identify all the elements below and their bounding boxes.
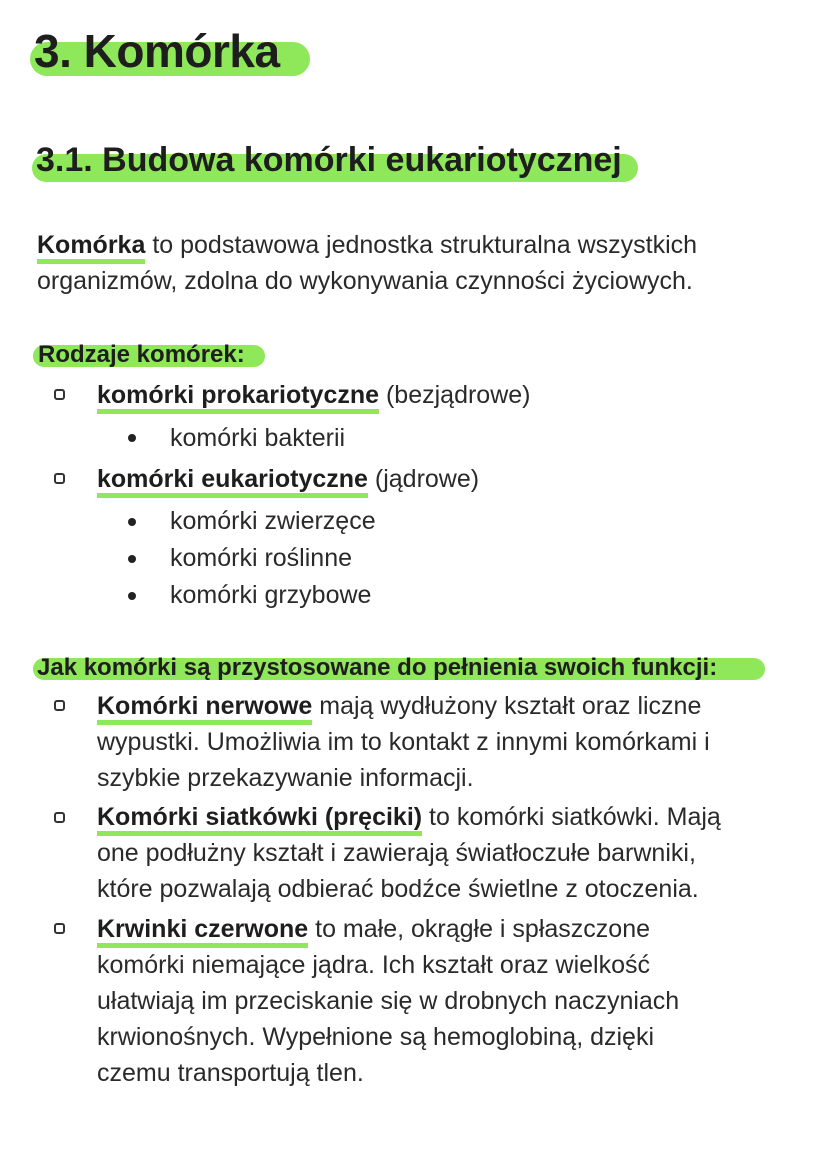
adaptation-line: które pozwalają odbierać bodźce świetlne z otoczenia. bbox=[97, 875, 699, 903]
checkbox-icon bbox=[54, 389, 65, 400]
type-example: komórki zwierzęce bbox=[170, 507, 376, 535]
adaptation-line: wypustki. Umożliwia im to kontakt z innymi komórkami i bbox=[97, 728, 710, 756]
type-example: komórki grzybowe bbox=[170, 581, 372, 609]
checkbox-icon bbox=[54, 812, 65, 823]
adaptation-first-line: mają wydłużony kształt oraz liczne bbox=[312, 692, 702, 720]
type-item bbox=[97, 377, 530, 413]
definition-line-2: organizmów, zdolna do wykonywania czynności życiowych. bbox=[37, 267, 693, 295]
type-note: (bezjądrowe) bbox=[379, 381, 531, 409]
definition-term: Komórka bbox=[37, 231, 145, 264]
adaptation-term: Komórki nerwowe bbox=[97, 692, 312, 725]
adaptation-item bbox=[97, 688, 710, 796]
adaptation-line: ułatwiają im przeciskanie się w drobnych naczyniach bbox=[97, 987, 680, 1015]
adaptation-first-line: to małe, okrągłe i spłaszczone bbox=[308, 915, 651, 943]
types-heading: Rodzaje komórek: bbox=[38, 341, 245, 368]
bullet-icon bbox=[128, 518, 136, 526]
page-title: 3. Komórka bbox=[34, 25, 280, 77]
bullet-icon bbox=[128, 592, 136, 600]
type-example: komórki roślinne bbox=[170, 544, 353, 572]
section-title: 3.1. Budowa komórki eukariotycznej bbox=[36, 141, 622, 179]
definition-paragraph bbox=[37, 227, 697, 299]
checkbox-icon bbox=[54, 700, 65, 711]
adaptation-item bbox=[97, 799, 721, 907]
adaptation-line: czemu transportują tlen. bbox=[97, 1059, 364, 1087]
adaptation-line: one podłużny kształt i zawierają światłoczułe barwniki, bbox=[97, 839, 696, 867]
checkbox-icon bbox=[54, 473, 65, 484]
adaptation-first-line: to komórki siatkówki. Mają bbox=[422, 803, 721, 831]
type-example: komórki bakterii bbox=[170, 424, 346, 452]
adaptation-term: Krwinki czerwone bbox=[97, 915, 308, 948]
type-item bbox=[97, 461, 479, 497]
type-note: (jądrowe) bbox=[367, 465, 480, 493]
adaptation-line: szybkie przekazywanie informacji. bbox=[97, 764, 474, 792]
adaptation-item bbox=[97, 911, 679, 1091]
adaptation-line: komórki niemające jądra. Ich kształt oraz wielkość bbox=[97, 951, 650, 979]
adaptation-line: krwionośnych. Wypełnione są hemoglobiną, dzięki bbox=[97, 1023, 655, 1051]
type-term: komórki eukariotyczne bbox=[97, 465, 368, 498]
adaptation-term: Komórki siatkówki (pręciki) bbox=[97, 803, 422, 836]
bullet-icon bbox=[128, 434, 136, 442]
checkbox-icon bbox=[54, 923, 65, 934]
type-term: komórki prokariotyczne bbox=[97, 381, 379, 414]
adapt-heading: Jak komórki są przystosowane do pełnienia swoich funkcji: bbox=[37, 654, 718, 681]
definition-line-1: to podstawowa jednostka strukturalna wszystkich bbox=[145, 231, 698, 259]
bullet-icon bbox=[128, 555, 136, 563]
